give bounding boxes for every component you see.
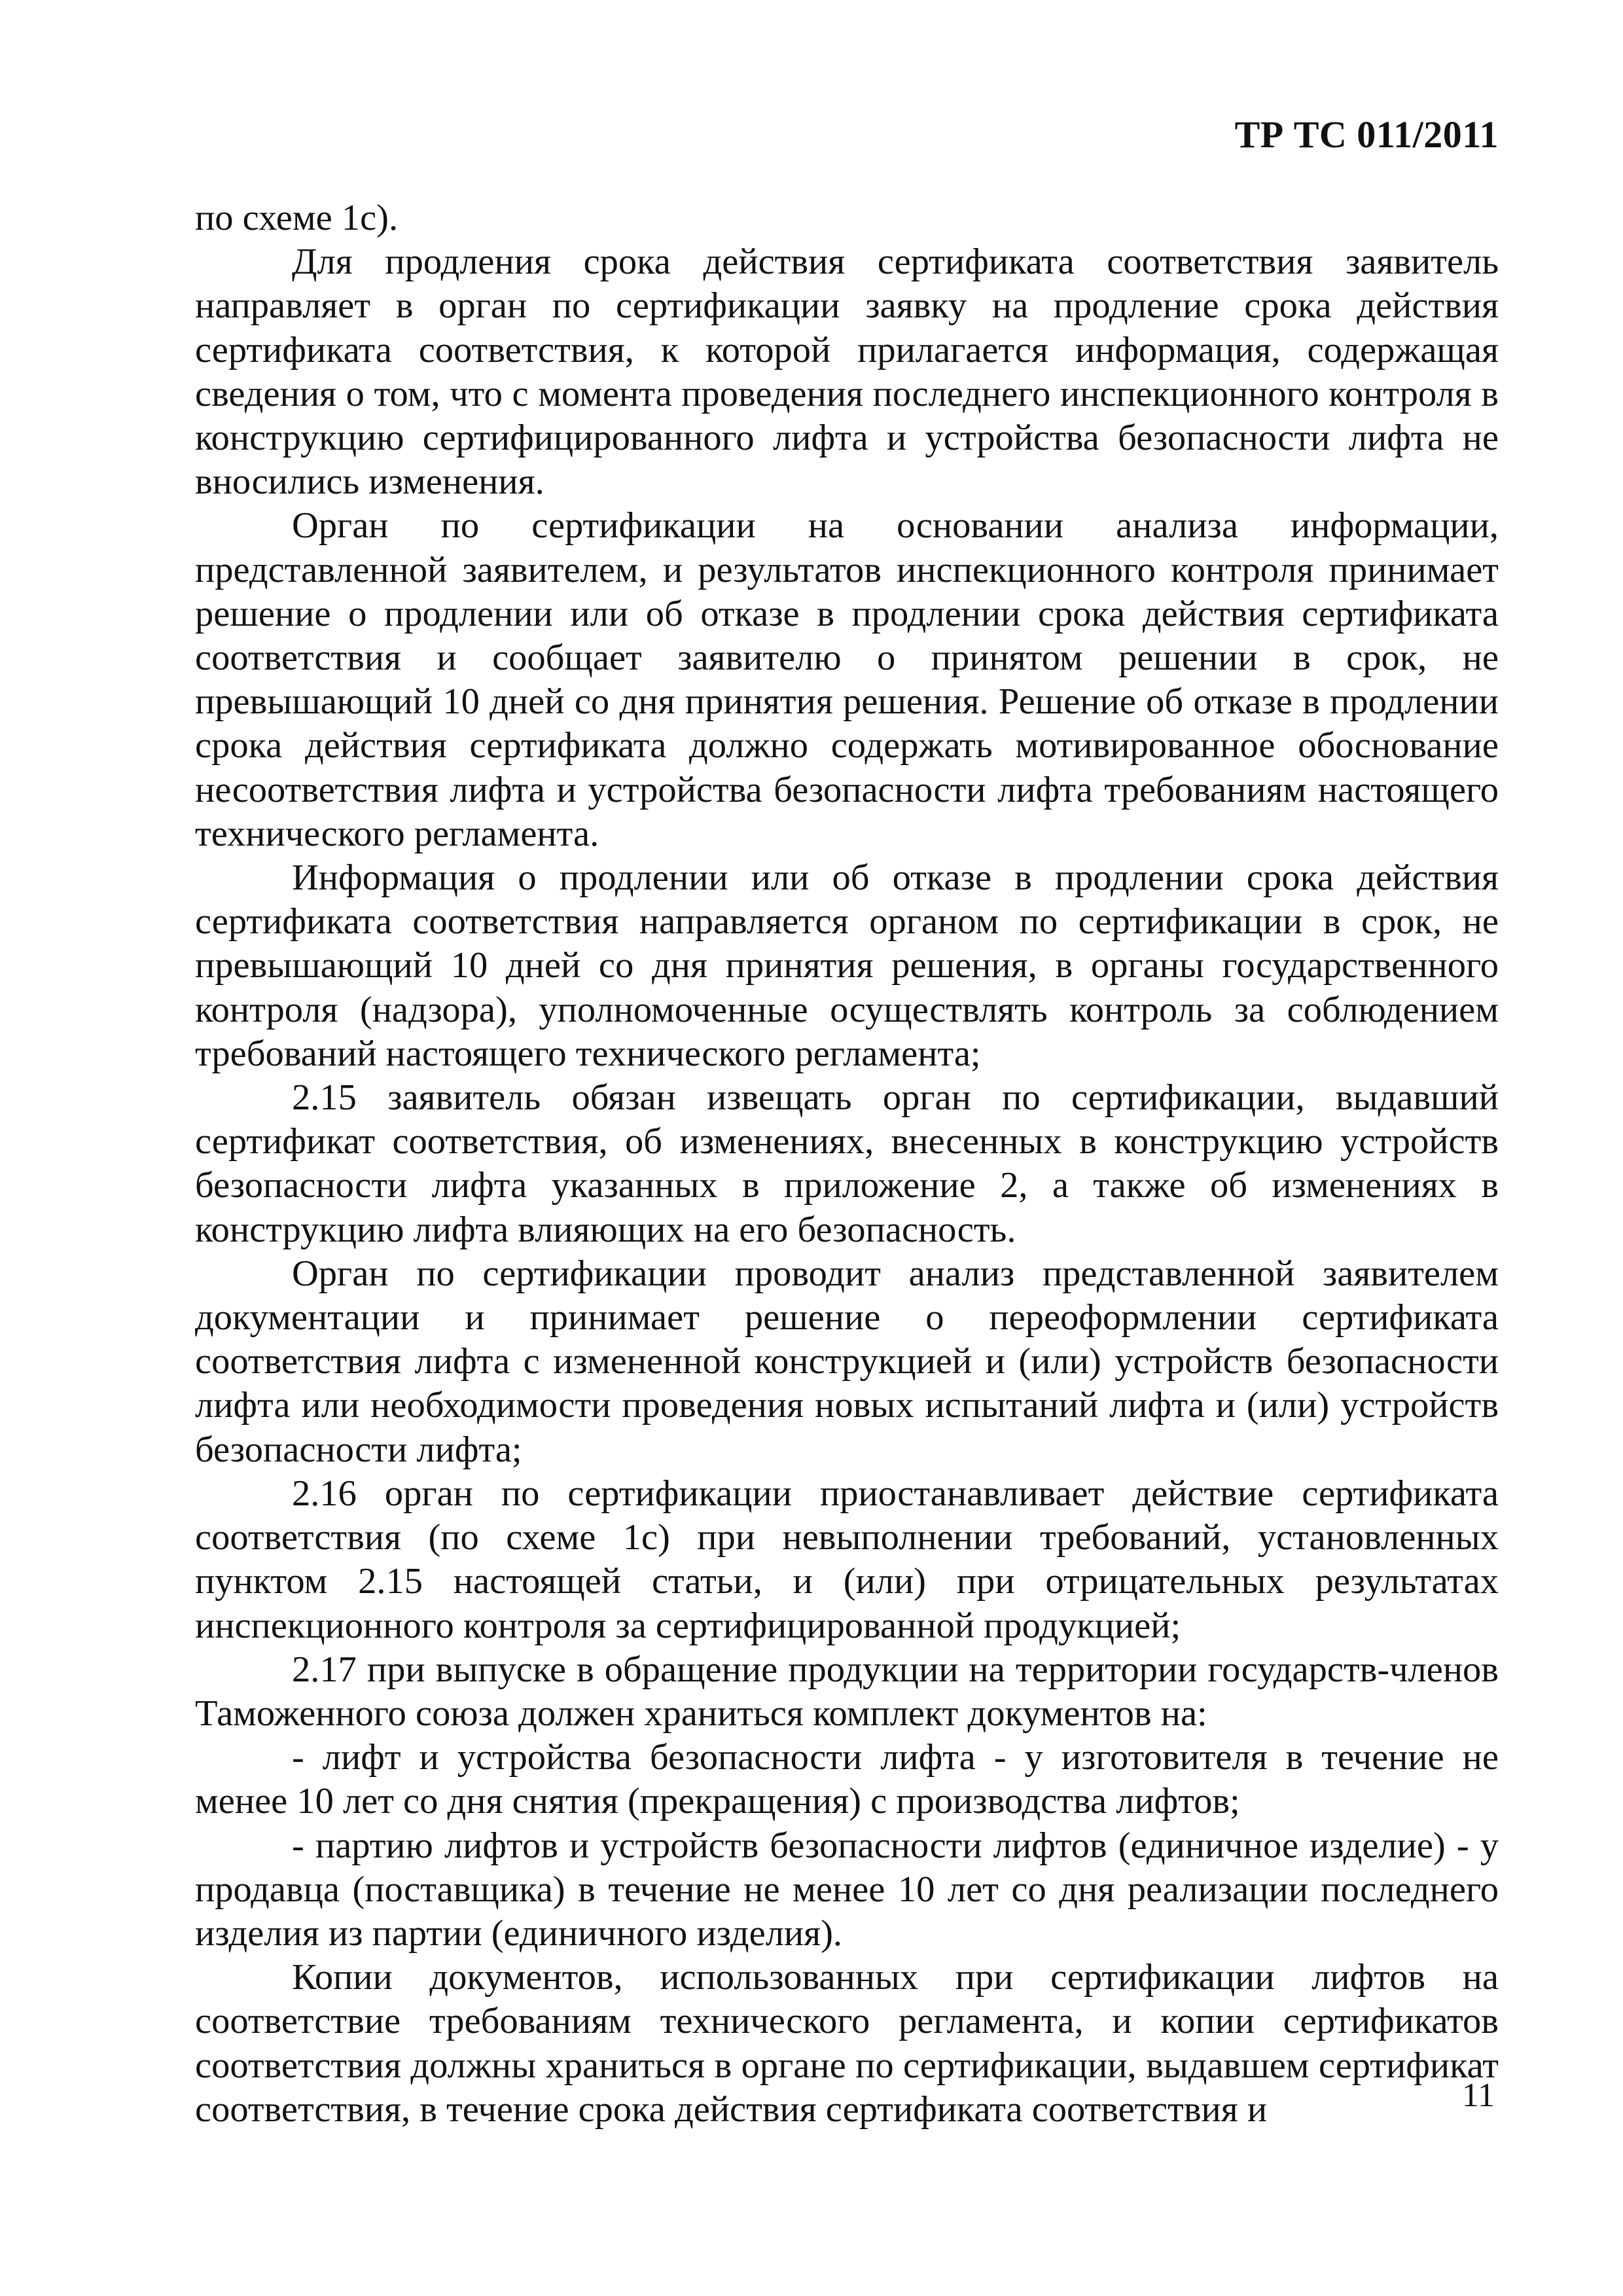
page-number: 11: [1461, 2077, 1495, 2114]
paragraph-certification-body-decision: Орган по сертификации на основании анализа информации, представленной заявителем, и результатов инспекционного контроля принимает решение о продлении или об отказе в продлении срока действия сертификата соответствия и сообщает заявителю о принятом решении в срок, не превышающий 10 дней со дня принятия решения. Решение об отказе в продлении срока действия сертификата должно содержать мотивированное обоснование несоответствия лифта и устройства безопасности лифта требованиям настоящего технического регламента.: [195, 505, 1499, 854]
paragraph-certificate-extension-request: Для продления срока действия сертификата соответствия заявитель направляет в орган по сертификации заявку на продление срока действия сертификата соответствия, к которой прилагается информация, содержащая сведения о том, что с момента проведения последнего инспекционного контроля в конструкцию сертифицированного лифта и устройства безопасности лифта не вносились изменения.: [195, 242, 1499, 503]
paragraph-clause-2-17: 2.17 при выпуске в обращение продукции на территории государств-членов Таможенного союза должен храниться комплект документов на:: [195, 1649, 1499, 1734]
paragraph-continuation: по схеме 1с).: [195, 198, 399, 238]
paragraph-clause-2-16: 2.16 орган по сертификации приостанавливает действие сертификата соответствия (по схеме 1с) при невыполнении требований, установленных пунктом 2.15 настоящей статьи, и (или) при отрицательных результатах инспекционного контроля за сертифицированной продукцией;: [195, 1473, 1499, 1646]
paragraph-document-copies: Копии документов, использованных при сертификации лифтов на соответствие требованиям технического регламента, и копии сертификатов соответствия должны храниться в органе по сертификации, выдавшем сертификат соответствия, в течение срока действия сертификата соответствия и: [195, 1957, 1499, 2130]
document-body: [195, 196, 1499, 2132]
paragraph-documentation-analysis: Орган по сертификации проводит анализ представленной заявителем документации и принимает решение о переоформлении сертификата соответствия лифта с измененной конструкцией и (или) устройств безопасности лифта или необходимости проведения новых испытаний лифта и (или) устройств безопасности лифта;: [195, 1253, 1499, 1470]
document-code-header: ТР ТС 011/2011: [1234, 113, 1499, 156]
list-item-manufacturer-storage: - лифт и устройства безопасности лифта - у изготовителя в течение не менее 10 лет со дня снятия (прекращения) с производства лифтов;: [195, 1737, 1499, 1822]
list-item-seller-storage: - партию лифтов и устройств безопасности лифтов (единичное изделие) - у продавца (поставщика) в течение не менее 10 лет со дня реализации последнего изделия из партии (единичного изделия).: [195, 1825, 1499, 1954]
paragraph-clause-2-15: 2.15 заявитель обязан извещать орган по сертификации, выдавший сертификат соответствия, об изменениях, внесенных в конструкцию устройств безопасности лифта указанных в приложение 2, а также об изменениях в конструкцию лифта влияющих на его безопасность.: [195, 1077, 1499, 1250]
paragraph-extension-information: Информация о продлении или об отказе в продлении срока действия сертификата соответствия направляется органом по сертификации в срок, не превышающий 10 дней со дня принятия решения, в органы государственного контроля (надзора), уполномоченные осуществлять контроль за соблюдением требований настоящего технического регламента;: [195, 857, 1499, 1074]
